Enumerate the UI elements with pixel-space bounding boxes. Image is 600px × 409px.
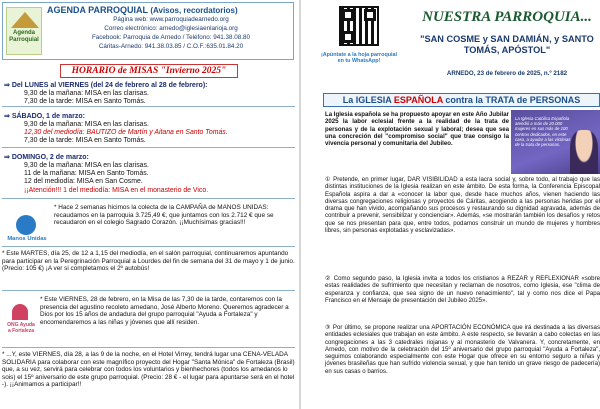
notice-divider	[2, 347, 295, 348]
globe-icon	[16, 215, 36, 235]
mass-block-saturday	[2, 112, 295, 148]
mass-line: 7,30 de la tarde: MISA en Santo Tomás.	[24, 137, 146, 145]
article-intro: La Iglesia española se ha propuesto apoyar en este Año Jubilar 2025 la labor eclesial frente a la realidad de la trata de personas y de la explotación sexual y laboral; desea que sea una concreción del "compromiso social" que trae consigo la vivencia personal y comunitaria del Jubileo.	[325, 111, 509, 148]
ayuda-fortaleza-logo	[6, 300, 36, 346]
ong-label: ONG Ayuda a Fortaleza	[7, 322, 35, 334]
agenda-logo	[6, 7, 42, 55]
agenda-web: Página web: www.parroquiadearnedo.org	[113, 16, 229, 23]
manos-unidas-logo	[4, 215, 50, 245]
church-roof-icon	[11, 12, 39, 28]
arrow-right-icon: ⇒	[4, 82, 12, 89]
qr-caption: ¡Apúntate a la hoja parroquial en tu WhatsApp!	[320, 52, 398, 65]
mass-line: 12 del mediodía: MISA en San Cosme.	[24, 178, 143, 186]
mass-line: 9,30 de la mañana: MISA en las clarisas.	[24, 121, 149, 128]
agenda-title	[47, 5, 295, 16]
notice-divider	[2, 246, 295, 247]
notice-divider	[2, 290, 295, 291]
arrow-right-icon: ⇒	[4, 154, 12, 161]
notice-manos-unidas: * Hace 2 semanas hicimos la colecta de la CAMPAÑA de MANOS UNIDAS: recaudamos en la parroquia 3.725,49 €, que juntamos con los 2.712 € que se recaudaron en el colegio Sagrado Corazón. ¡¡Muchísimas gracias!!!	[54, 204, 274, 227]
mass-block-head: ⇒ Del LUNES al VIERNES (del 24 de febrero al 28 de febrero):	[4, 82, 208, 89]
newsletter-date: ARNEDO, 23 de febrero de 2025, n.º 2182	[446, 70, 568, 77]
mass-block-weekdays	[2, 81, 295, 107]
notice-lourdes: * Este MARTES, día 25, de 12 a 1,15 del mediodía, en el salón parroquial, continuaremos apuntando para participar en la Peregrinación Parroquial a Lourdes del fin de semana del 31 de mayo y 1 de junio. (Precio: 105 €) ¡A ver si completamos el 2º autobús!	[2, 250, 295, 273]
agenda-header	[2, 2, 294, 60]
trata-image	[511, 110, 600, 174]
woman-figure-icon	[570, 130, 598, 174]
parroquia-page	[303, 0, 600, 409]
mass-line: 7,30 de la tarde: MISA en Santo Tomás.	[24, 98, 146, 106]
mass-block-head: ⇒ SÁBADO, 1 de marzo:	[4, 113, 85, 120]
qr-code-icon[interactable]	[339, 6, 379, 46]
heart-icon	[12, 304, 28, 320]
mass-line-baptism: 12,30 del mediodía: BAUTIZO de Martín y Aitana en Santo Tomás.	[24, 129, 228, 137]
mass-block-sunday	[2, 153, 295, 199]
mass-line: 9,30 de la mañana: MISA en las clarisas.	[24, 162, 149, 169]
article-paragraph-3: ③ Por último, se propone realizar una APORTACIÓN ECONÓMICA que irá destinada a las diversas entidades eclesiales que trabajan en este ámbito. A este respecto, se llevarán a cabo colectas en las congregaciones a las 3 catedrales riojanas y al monasterio de Valvanera. Y, concretamente, en Arnedo, con motivo de la celebración del 15º aniversario del grupo parroquial "Ayuda a Fortaleza", seguimos colaborando especialmente con este Hogar que ofrece en su entorno seguro a niñas y jóvenes brasileñas que han sufrido violencia sexual, y que han tenido un grave riesgo de padecería) en sus casas o barrios.	[325, 324, 600, 375]
notice-cena-solidaria: * ...Y, este VIERNES, día 28, a las 9 de la noche, en el Hotel Virrey, tendrá lugar una CENA-VELADA SOLIDARIA para colaborar con este magnífico proyecto del Hogar "Santa Mónica" de Fortaleza (Brasil) que, a su vez, servirá para celebrar con todos los voluntarios y bienhechores (todos los arnedanos lo sois) el 15º aniversario de este grupo parroquial. (Precio: 28 € - el lugar para apuntarse será en el hotel -). ¡¡Animamos a participar!!	[2, 351, 295, 389]
agenda-caritas: Cáritas-Arnedo: 941.38.03.85 / C.O.F.:635.01.84.20	[98, 43, 244, 50]
article-title-band: La IGLESIA ESPAÑOLA contra la TRATA de PERSONAS	[323, 93, 600, 107]
agenda-email: Correo electrónico: arnedo@iglesiaenlarioja.org	[104, 25, 238, 32]
agenda-facebook: Facebook: Parroquia de Arnedo / Teléfono: 941.38.08.80	[91, 34, 251, 41]
agenda-title-main: AGENDA PARROQUIAL	[47, 5, 148, 15]
manos-unidas-label: Manos Unidas	[7, 236, 47, 242]
article-paragraph-2: ② Como segundo paso, la Iglesia invita a todos los cristianos a REZAR y REFLEXIONAR «sobre estas realidades de sufrimiento que necesitan y reclaman de nosotros, como Iglesia, ese "clima de esperanza y confianza, que sea signo de un nuevo renacimiento", tal y como nos dice el Papa Francisco en el Mensaje de presentación del Jubileo 2025».	[325, 275, 600, 304]
page-divider	[299, 0, 301, 409]
agenda-title-sub: (Avisos, recordatorios)	[150, 6, 238, 15]
mass-block-head: ⇒ DOMINGO, 2 de marzo:	[4, 154, 89, 161]
article-paragraph-1: ① Pretende, en primer lugar, DAR VISIBILIDAD a esta lacra social y, sobre todo, al trabajo que las distintas instituciones de la Iglesia realizan en este ámbito. De esta forma, la Conferencia Episcopal Española aspira a dar a «conocer la labor que, desde hace muchos años, vienen haciendo las diversas congregaciones religiosas y proyectos de Cáritas, acogiendo a las personas heridas por el drama que han vivido, acompañando sus procesos y restaurando su dignidad agravada, además de contribuir a prevenir, sensibilizar y concienciar». Además, «se mostrarán también los desafíos y retos que se nos presentan para que, entre todos, podamos construir un mundo de mujeres y hombres libres, sin personas explotadas y esclavizadas».	[325, 176, 600, 235]
notice-mass-agustino: * Este VIERNES, 28 de febrero, en la Misa de las 7,30 de la tarde, contaremos con la presencia del agustino recoleto arnedano, José Alberto Moreno. Queremos agradecer a Dios por los 15 años de andadura del grupo parroquial "Ayuda a Fortaleza" y encomendaremos a las niñas y jóvenes que allí residen.	[40, 296, 289, 326]
agenda-logo-label: Agenda Parroquial	[9, 30, 39, 43]
arrow-right-icon: ⇒	[4, 113, 12, 120]
newsletter-title: NUESTRA PARROQUIA...	[422, 9, 592, 25]
newsletter-subtitle: "SAN COSME y SAN DAMIÁN, y SANTO TOMÁS, APÓSTOL"	[420, 34, 594, 55]
mass-line: 9,30 de la mañana: MISA en las clarisas.	[24, 90, 149, 97]
mass-line-vico: ¡¡Atención!!! 1 del mediodía: MISA en el monasterio de Vico.	[24, 186, 209, 194]
mass-line: 11 de la mañana: MISA en Santo Tomás.	[24, 170, 149, 178]
agenda-page	[0, 0, 297, 409]
horario-title: HORARIO de MISAS "Invierno 2025"	[60, 64, 238, 78]
trata-image-caption: La Iglesia Católica Española atendió a más de 20.000 mujeres en sus más de 100 centros dedicados, en este caso, a ayudar a las víctimas de la trata de personas.	[515, 116, 571, 148]
